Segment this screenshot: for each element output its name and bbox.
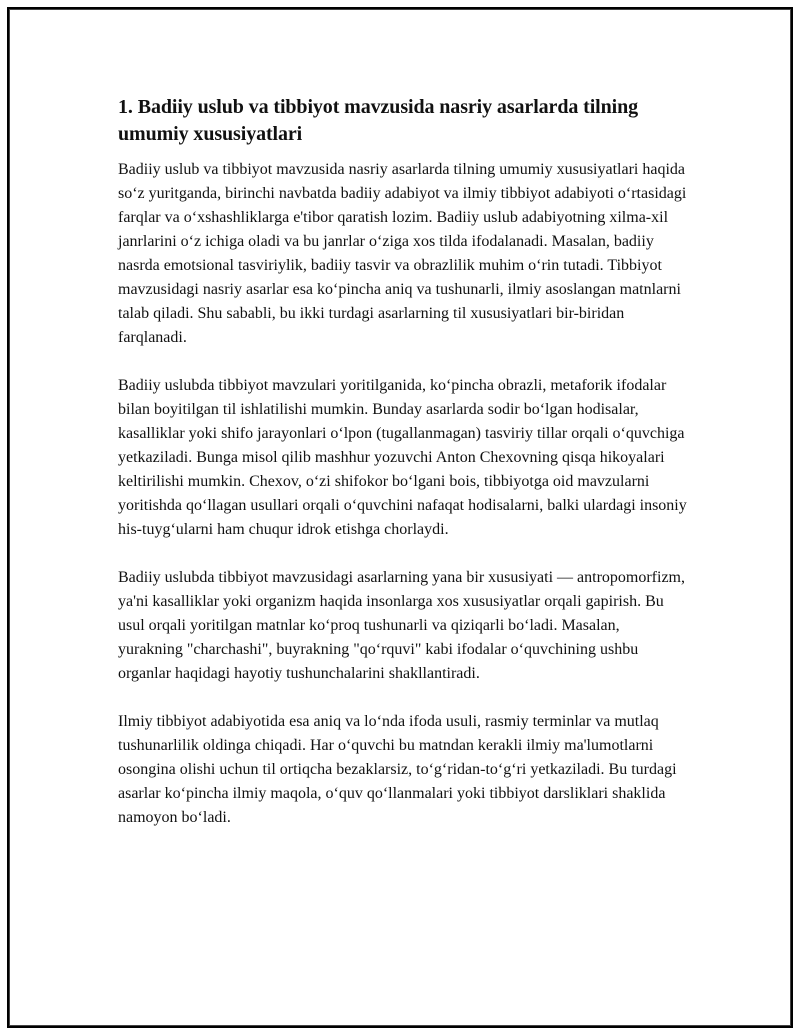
paragraph-2: Badiiy uslubda tibbiyot mavzulari yoritilganida, ko‘pincha obrazli, metaforik ifodalar bilan boyitilgan til ishlatilishi mumkin. Bunday asarlarda sodir bo‘lgan hodisalar, kasalliklar yoki shifo jarayonlari o‘lpon (tugallanmagan) tasviriy tillar orqali o‘quvchiga yetkaziladi. Bunga misol qilib mashhur yozuvchi Anton Chexovning qisqa hikoyalari keltirilishi mumkin. Chexov, o‘zi shifokor bo‘lgani bois, tibbiyotga oid mavzularni yoritishda qo‘llagan usullari orqali o‘quvchini nafaqat hodisalarni, balki ulardagi insoniy his-tuyg‘ularni ham chuqur idrok etishga chorlaydi.	[118, 377, 687, 538]
section-heading: 1. Badiiy uslub va tibbiyot mavzusida nasriy asarlarda tilning umumiy xususiyatlari	[118, 96, 639, 145]
paragraph-4: Ilmiy tibbiyot adabiyotida esa aniq va lo‘nda ifoda usuli, rasmiy terminlar va mutlaq tushunarlilik oldinga chiqadi. Har o‘quvchi bu matndan kerakli ilmiy ma'lumotlarni osongina olishi uchun til ortiqcha bezaklarsiz, to‘g‘ridan-to‘g‘ri yetkaziladi. Bu turdagi asarlar ko‘pincha ilmiy maqola, o‘quv qo‘llanmalari yoki tibbiyot darsliklari shaklida namoyon bo‘ladi.	[118, 713, 677, 826]
document-body	[118, 94, 688, 854]
paragraph-3: Badiiy uslubda tibbiyot mavzusidagi asarlarning yana bir xususiyati — antropomorfizm, ya'ni kasalliklar yoki organizm haqida insonlarga xos xususiyatlar orqali gapirish. Bu usul orqali yoritilgan matnlar ko‘proq tushunarli va qiziqarli bo‘ladi. Masalan, yurakning "charchashi", buyrakning "qo‘rquvi" kabi ifodalar o‘quvchining ushbu organlar haqidagi hayotiy tushunchalarini shakllantiradi.	[118, 569, 685, 682]
paragraph-1: Badiiy uslub va tibbiyot mavzusida nasriy asarlarda tilning umumiy xususiyatlari haqida so‘z yuritganda, birinchi navbatda badiiy adabiyot va ilmiy tibbiyot adabiyoti o‘rtasidagi farqlar va o‘xshashliklarga e'tibor qaratish lozim. Badiiy uslub adabiyotning xilma-xil janrlarini o‘z ichiga oladi va bu janrlar o‘ziga xos tilda ifodalanadi. Masalan, badiiy nasrda emotsional tasviriylik, badiiy tasvir va obrazlilik muhim o‘rin tutadi. Tibbiyot mavzusidagi nasriy asarlar esa ko‘pincha aniq va tushunarli, ilmiy asoslangan matnlarni talab qiladi. Shu sababli, bu ikki turdagi asarlarning til xususiyatlari bir-biridan farqlanadi.	[118, 161, 687, 346]
